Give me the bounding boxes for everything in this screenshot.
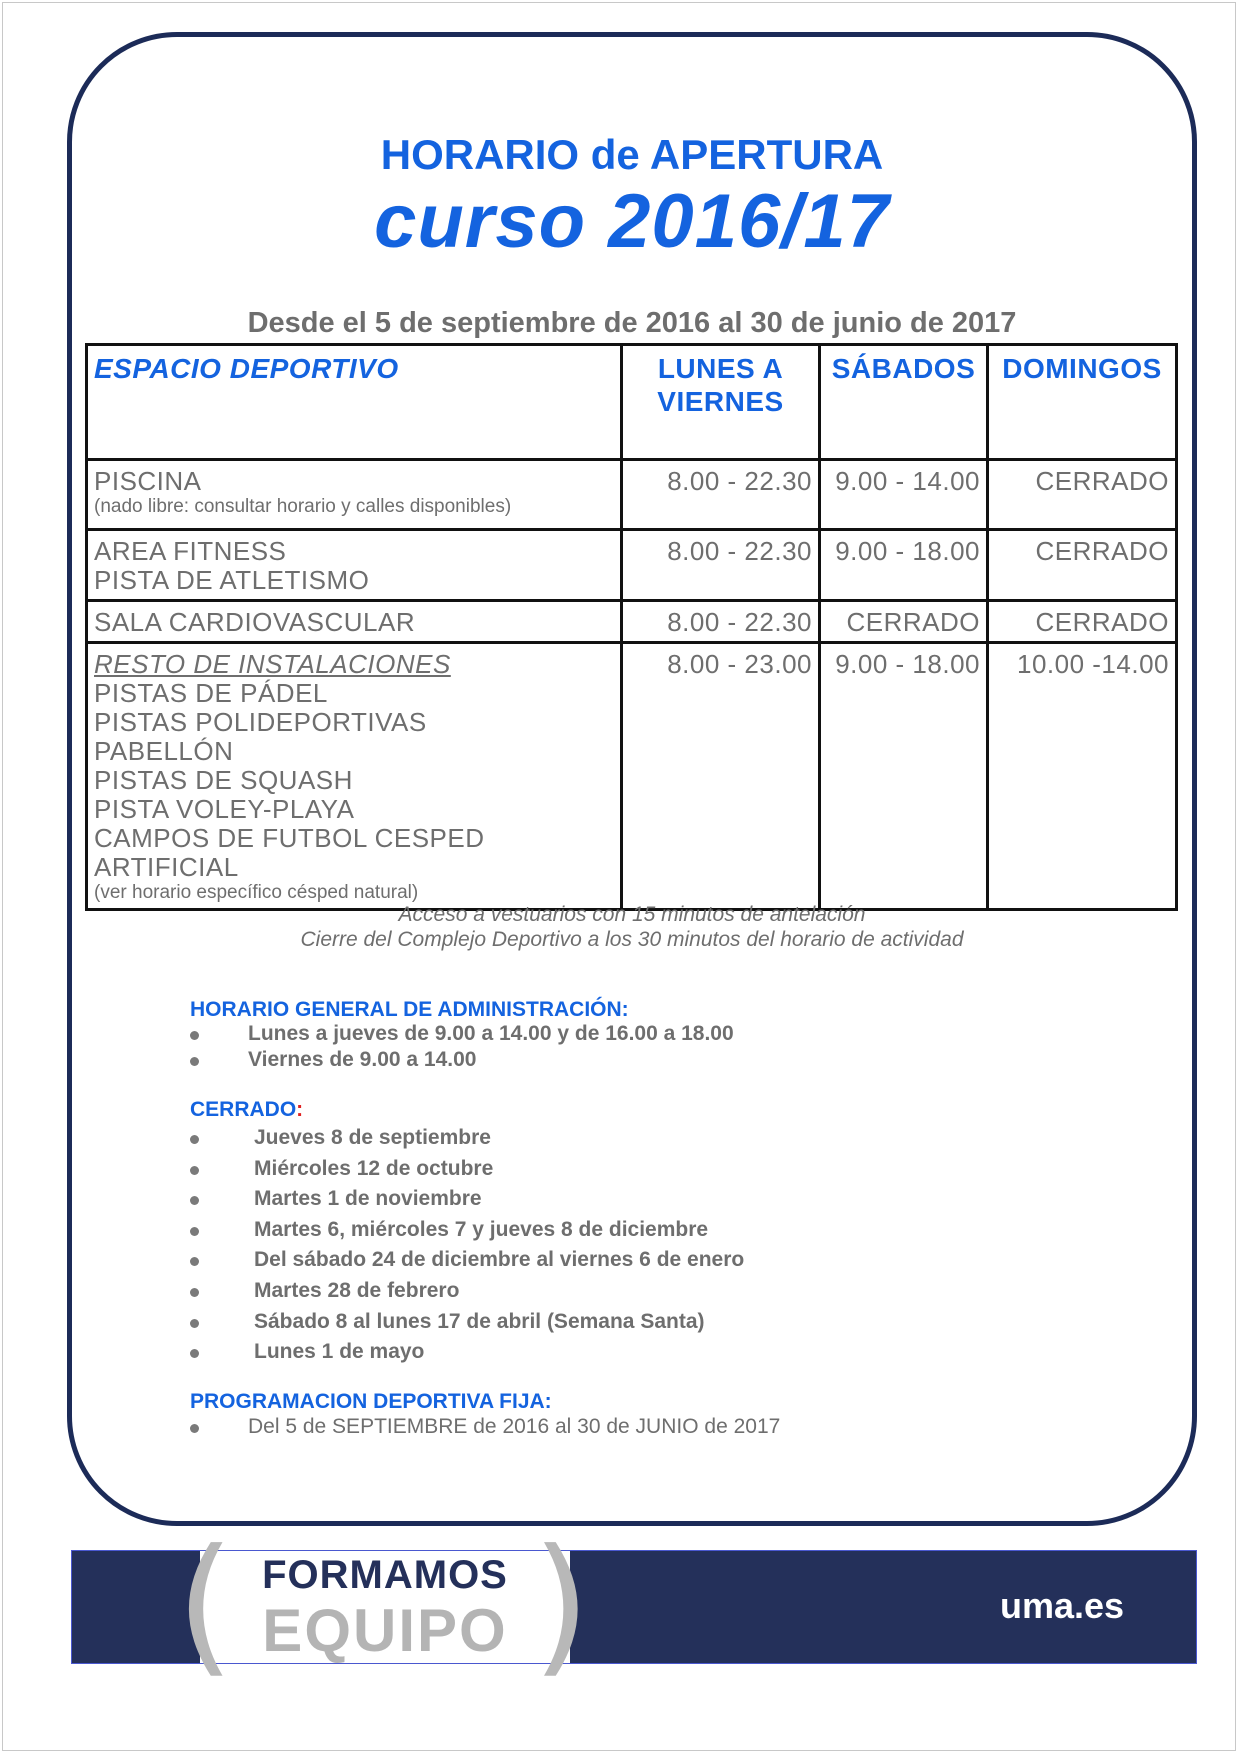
list-item — [190, 1126, 744, 1157]
saturday-hours: 9.00 - 18.00 — [820, 530, 988, 601]
list-item-text: Martes 28 de febrero — [254, 1278, 460, 1302]
space-cell — [87, 460, 622, 530]
weekday-hours: 8.00 - 23.00 — [622, 643, 820, 910]
list-item-text: Sábado 8 al lunes 17 de abril (Semana Santa) — [254, 1309, 705, 1333]
website-link[interactable]: uma.es — [1000, 1585, 1125, 1626]
date-range: Desde el 5 de septiembre de 2016 al 30 de junio de 2017 — [247, 307, 1017, 339]
list-item-text: Miércoles 12 de octubre — [254, 1156, 494, 1180]
bullet-icon — [190, 1319, 199, 1328]
note-line: Cierre del Complejo Deportivo a los 30 minutos del horario de actividad — [300, 928, 964, 951]
table-row — [87, 460, 1177, 530]
saturday-hours: CERRADO — [820, 601, 988, 643]
sunday-hours: CERRADO — [988, 530, 1177, 601]
list-item — [190, 1022, 734, 1048]
space-note: (ver horario específico césped natural) — [94, 882, 419, 903]
space-name: PISTAS POLIDEPORTIVAS — [94, 707, 427, 737]
space-cell — [87, 601, 622, 643]
bullet-icon — [190, 1257, 199, 1266]
list-item-text: Martes 1 de noviembre — [254, 1187, 482, 1211]
bullet-icon — [190, 1031, 199, 1040]
bullet-icon — [190, 1166, 199, 1175]
list-item-text: Martes 6, miércoles 7 y jueves 8 de diciembre — [254, 1217, 709, 1241]
table-header-row — [87, 345, 1177, 460]
logo-right-paren-icon: ) — [532, 1518, 591, 1692]
logo-text-top: FORMAMOS — [262, 1553, 508, 1597]
saturday-hours: 9.00 - 14.00 — [820, 460, 988, 530]
header-weekdays: LUNES A VIERNES — [622, 345, 820, 460]
bullet-icon — [190, 1288, 199, 1297]
bullet-icon — [190, 1196, 199, 1205]
space-name: PISTA DE ATLETISMO — [94, 565, 370, 595]
list-item — [190, 1218, 744, 1249]
admin-list — [190, 1022, 734, 1074]
header-sundays: DOMINGOS — [988, 345, 1177, 460]
table-row — [87, 601, 1177, 643]
table-row — [87, 530, 1177, 601]
space-cell — [87, 643, 622, 910]
list-item-text: Viernes de 9.00 a 14.00 — [248, 1048, 477, 1071]
space-cell — [87, 530, 622, 601]
admin-section-title: HORARIO GENERAL DE ADMINISTRACIÓN: — [190, 998, 629, 1021]
space-name: PISTAS DE PÁDEL — [94, 678, 328, 708]
saturday-hours: 9.00 - 18.00 — [820, 643, 988, 910]
space-name: CAMPOS DE FUTBOL CESPED ARTIFICIAL — [94, 823, 485, 882]
list-item — [190, 1048, 734, 1074]
program-section-title: PROGRAMACION DEPORTIVA FIJA: — [190, 1390, 552, 1413]
closed-title-text: CERRADO — [190, 1098, 297, 1121]
list-item-text: Del sábado 24 de diciembre al viernes 6 de enero — [254, 1248, 745, 1272]
list-item — [190, 1415, 780, 1441]
bullet-icon — [190, 1135, 199, 1144]
space-name: PISTA VOLEY-PLAYA — [94, 794, 355, 824]
list-item-text: Lunes a jueves de 9.00 a 14.00 y de 16.00 a 18.00 — [248, 1022, 734, 1045]
bullet-icon — [190, 1227, 199, 1236]
space-note: (nado libre: consultar horario y calles disponibles) — [94, 496, 512, 517]
bullet-icon — [190, 1057, 199, 1066]
schedule-table — [85, 343, 1178, 911]
list-item — [190, 1157, 744, 1188]
weekday-hours: 8.00 - 22.30 — [622, 601, 820, 643]
rest-title: RESTO DE INSTALACIONES — [94, 649, 451, 679]
closed-list — [190, 1126, 744, 1371]
list-item — [190, 1279, 744, 1310]
logo-text-bottom: EQUIPO — [262, 1597, 508, 1664]
closed-title-colon: : — [296, 1098, 304, 1121]
header-space: ESPACIO DEPORTIVO — [87, 345, 622, 460]
space-name: SALA CARDIOVASCULAR — [94, 607, 416, 637]
note-line: Acceso a vestuarios con 15 minutos de antelación — [398, 903, 866, 926]
closed-section-title — [190, 1098, 303, 1122]
space-name: PABELLÓN — [94, 736, 234, 766]
table-row — [87, 643, 1177, 910]
logo-left-paren-icon: ( — [176, 1518, 235, 1692]
space-name: PISTAS DE SQUASH — [94, 765, 353, 795]
sunday-hours: CERRADO — [988, 460, 1177, 530]
program-list — [190, 1415, 780, 1441]
weekday-hours: 8.00 - 22.30 — [622, 530, 820, 601]
list-item-text: Lunes 1 de mayo — [254, 1340, 425, 1364]
sunday-hours: CERRADO — [988, 601, 1177, 643]
list-item-text: Del 5 de SEPTIEMBRE de 2016 al 30 de JUNIO de 2017 — [248, 1415, 781, 1438]
weekday-hours: 8.00 - 22.30 — [622, 460, 820, 530]
list-item — [190, 1187, 744, 1218]
page-subtitle: curso 2016/17 — [374, 179, 890, 264]
list-item — [190, 1340, 744, 1371]
space-name: PISCINA — [94, 466, 202, 496]
bullet-icon — [190, 1424, 199, 1433]
bullet-icon — [190, 1349, 199, 1358]
header-saturdays: SÁBADOS — [820, 345, 988, 460]
list-item-text: Jueves 8 de septiembre — [254, 1126, 491, 1149]
list-item — [190, 1248, 744, 1279]
list-item — [190, 1310, 744, 1341]
space-name: AREA FITNESS — [94, 536, 287, 566]
sunday-hours: 10.00 -14.00 — [988, 643, 1177, 910]
page-title: HORARIO de APERTURA — [380, 131, 884, 178]
